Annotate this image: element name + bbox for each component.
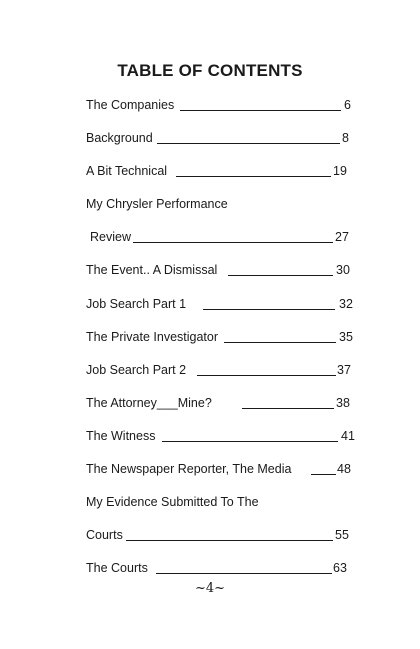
toc-page-number: 27 (335, 230, 349, 244)
toc-page-number: 6 (344, 98, 351, 112)
toc-page-number: 41 (341, 429, 355, 443)
leader-line (180, 110, 341, 111)
toc-entry-my-evidence-submitted: My Evidence Submitted To The (86, 495, 259, 509)
toc-page-number: 38 (336, 396, 350, 410)
toc-entry-the-courts: The Courts (86, 561, 148, 575)
toc-page-number: 32 (339, 297, 353, 311)
leader-line (133, 242, 333, 243)
toc-entry-job-search-part-2: Job Search Part 2 (86, 363, 187, 377)
toc-entry-the-companies: The Companies (86, 98, 175, 112)
toc-entry-the-witness: The Witness (86, 429, 156, 443)
toc-page-number: 55 (335, 528, 349, 542)
toc-page-number: 19 (333, 164, 347, 178)
toc-page-number: 37 (337, 363, 351, 377)
toc-entry-my-chrysler-performance: My Chrysler Performance (86, 197, 228, 211)
leader-line (197, 375, 336, 376)
leader-line (311, 474, 336, 475)
toc-entry-a-bit-technical: A Bit Technical (86, 164, 168, 178)
toc-page-number: 30 (336, 263, 350, 277)
leader-line (126, 540, 333, 541)
page-footer-number: ~4~ (194, 581, 226, 596)
leader-line (156, 573, 332, 574)
toc-entry-job-search-part-1: Job Search Part 1 (86, 297, 187, 311)
leader-line (162, 441, 338, 442)
toc-page-number: 8 (342, 131, 349, 145)
leader-line (242, 408, 334, 409)
toc-page-number: 48 (337, 462, 351, 476)
leader-line (203, 309, 335, 310)
toc-entry-the-event: The Event.. A Dismissal (86, 263, 218, 277)
toc-page-number: 63 (333, 561, 347, 575)
toc-entry-review: Review (90, 230, 131, 244)
leader-line (157, 143, 340, 144)
toc-entry-the-private-investigator: The Private Investigator (86, 330, 219, 344)
toc-title: TABLE OF CONTENTS (117, 61, 303, 80)
toc-entry-courts: Courts (86, 528, 123, 542)
toc-page-number: 35 (339, 330, 353, 344)
leader-line (176, 176, 331, 177)
toc-entry-the-attorney: The Attorney___Mine? (86, 396, 212, 410)
toc-entry-the-newspaper-reporter: The Newspaper Reporter, The Media (86, 462, 292, 476)
leader-line (228, 275, 333, 276)
leader-line (224, 342, 336, 343)
toc-entry-background: Background (86, 131, 153, 145)
